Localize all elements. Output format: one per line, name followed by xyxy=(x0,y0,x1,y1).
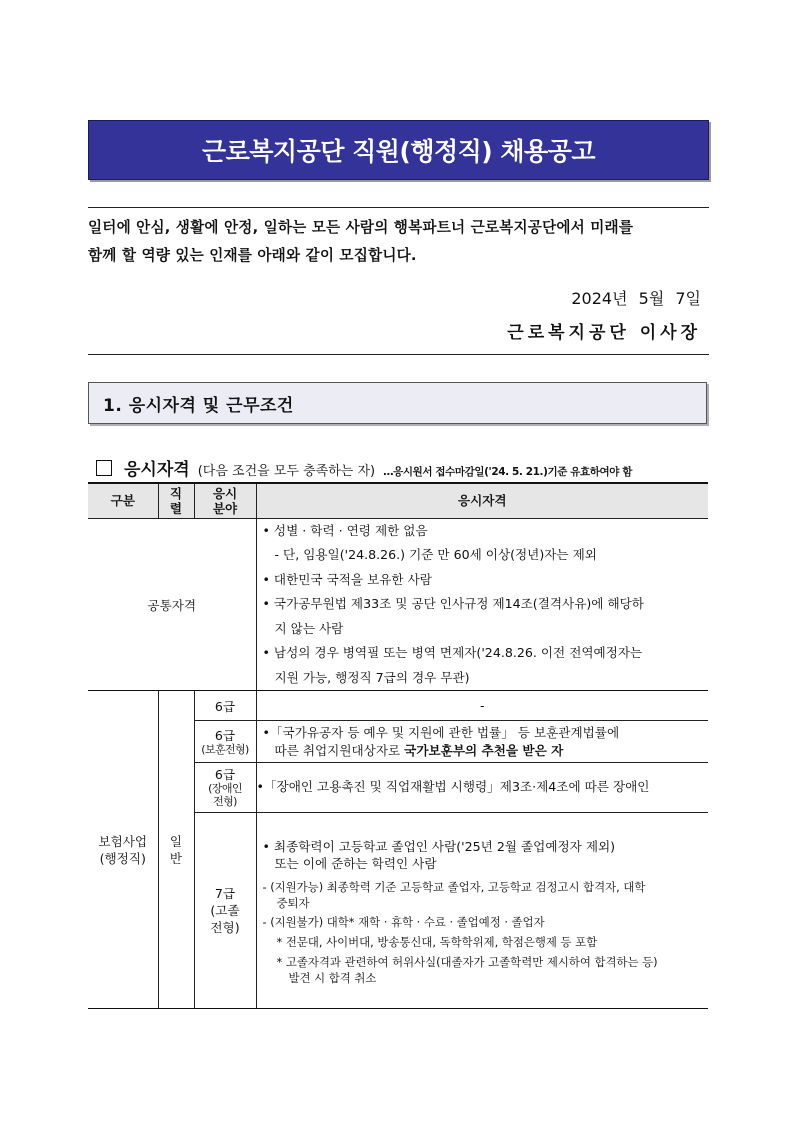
qualification-6-disabled: •「장애인 고용촉진 및 직업재활법 시행령」제3조·제4조에 따른 장애인 xyxy=(256,763,708,813)
qualification-6-veteran: •「국가유공자 등 예우 및 지원에 관한 법률」 등 보훈관계법률에 따른 취업지원대상자로 국가보훈부의 추천을 받은 자 xyxy=(256,721,708,763)
qualification-condition: (다음 조건을 모두 충족하는 자) xyxy=(197,464,376,479)
section-1-title: 1. 응시자격 및 근무조건 xyxy=(103,395,294,416)
table-header-row xyxy=(88,483,708,518)
table-row-common xyxy=(88,518,708,691)
insurance-grade: 일 반 xyxy=(158,691,194,1009)
qualification-note: …응시원서 접수마감일('24. 5. 21.)기준 유효하여야 함 xyxy=(383,466,632,478)
header-category: 구분 xyxy=(88,483,158,518)
common-label: 공통자격 xyxy=(88,518,256,691)
qualification-title: 응시자격 xyxy=(124,460,190,480)
intro-line-1: 일터에 안심, 생활에 안정, 일하는 모든 사람의 행복파트너 근로복지공단에서 미래를 xyxy=(88,219,634,236)
header-grade: 직 렬 xyxy=(158,483,194,518)
announcement-date: 2024년 5월 7일 xyxy=(571,289,701,308)
qualification-table xyxy=(88,482,708,1009)
field-6: 6급 xyxy=(194,691,256,721)
title-banner xyxy=(88,120,709,180)
qualification-heading xyxy=(96,455,716,480)
page-title: 근로복지공단 직원(행정직) 채용공고 xyxy=(201,137,595,166)
issuer: 근로복지공단 이사장 xyxy=(507,323,701,343)
qualification-6: - xyxy=(256,691,708,721)
divider-top xyxy=(88,207,709,208)
intro-line-2: 함께 할 역량 있는 인재를 아래와 같이 모집합니다. xyxy=(88,247,417,264)
field-7-highschool: 7급 (고졸 전형) xyxy=(194,813,256,1009)
field-6-veteran: 6급 (보훈전형) xyxy=(194,721,256,763)
divider-bottom xyxy=(88,354,709,355)
header-field: 응시 분야 xyxy=(194,483,256,518)
intro-paragraph xyxy=(88,214,709,270)
qualification-7-highschool: • 최종학력이 고등학교 졸업인 사람('25년 2월 졸업예정자 제외) 또는 이에 준하는 학력인 사람 - (지원가능) 최종학력 기준 고등학교 졸업자, 고등학교 검정고시 합격자, 대학 중퇴자 - (지원불가) 대학* 재학 · 휴학 · 수료 · 졸업예정 · 졸업자 * 전문대, 사이버대, 방송통신대, 독학학위제, 학점은행제 등 포함 * 고졸자격과 관련하여 허위사실(대졸자가 고졸학력만 제시하여 합격하는 등) 발견 시 합격 취소 xyxy=(256,813,708,1009)
common-qualification: • 성별 · 학력 · 연령 제한 없음 - 단, 임용일('24.8.26.) 기준 만 60세 이상(정년)자는 제외 • 대한민국 국적을 보유한 사람 • 국가공무원법 제33조 및 공단 인사규정 제14조(결격사유)에 해당하 지 않는 사람 • 남성의 경우 병역필 또는 병역 면제자('24.8.26. 이전 전역예정자는 지원 가능, 행정직 7급의 경우 무관) xyxy=(256,518,708,691)
square-bullet-icon xyxy=(96,460,112,476)
insurance-label: 보험사업 (행정직) xyxy=(88,691,158,1009)
section-1-heading xyxy=(88,382,707,424)
table-row xyxy=(88,691,708,721)
field-6-disabled: 6급 (장애인 전형) xyxy=(194,763,256,813)
header-qualification: 응시자격 xyxy=(256,483,708,518)
